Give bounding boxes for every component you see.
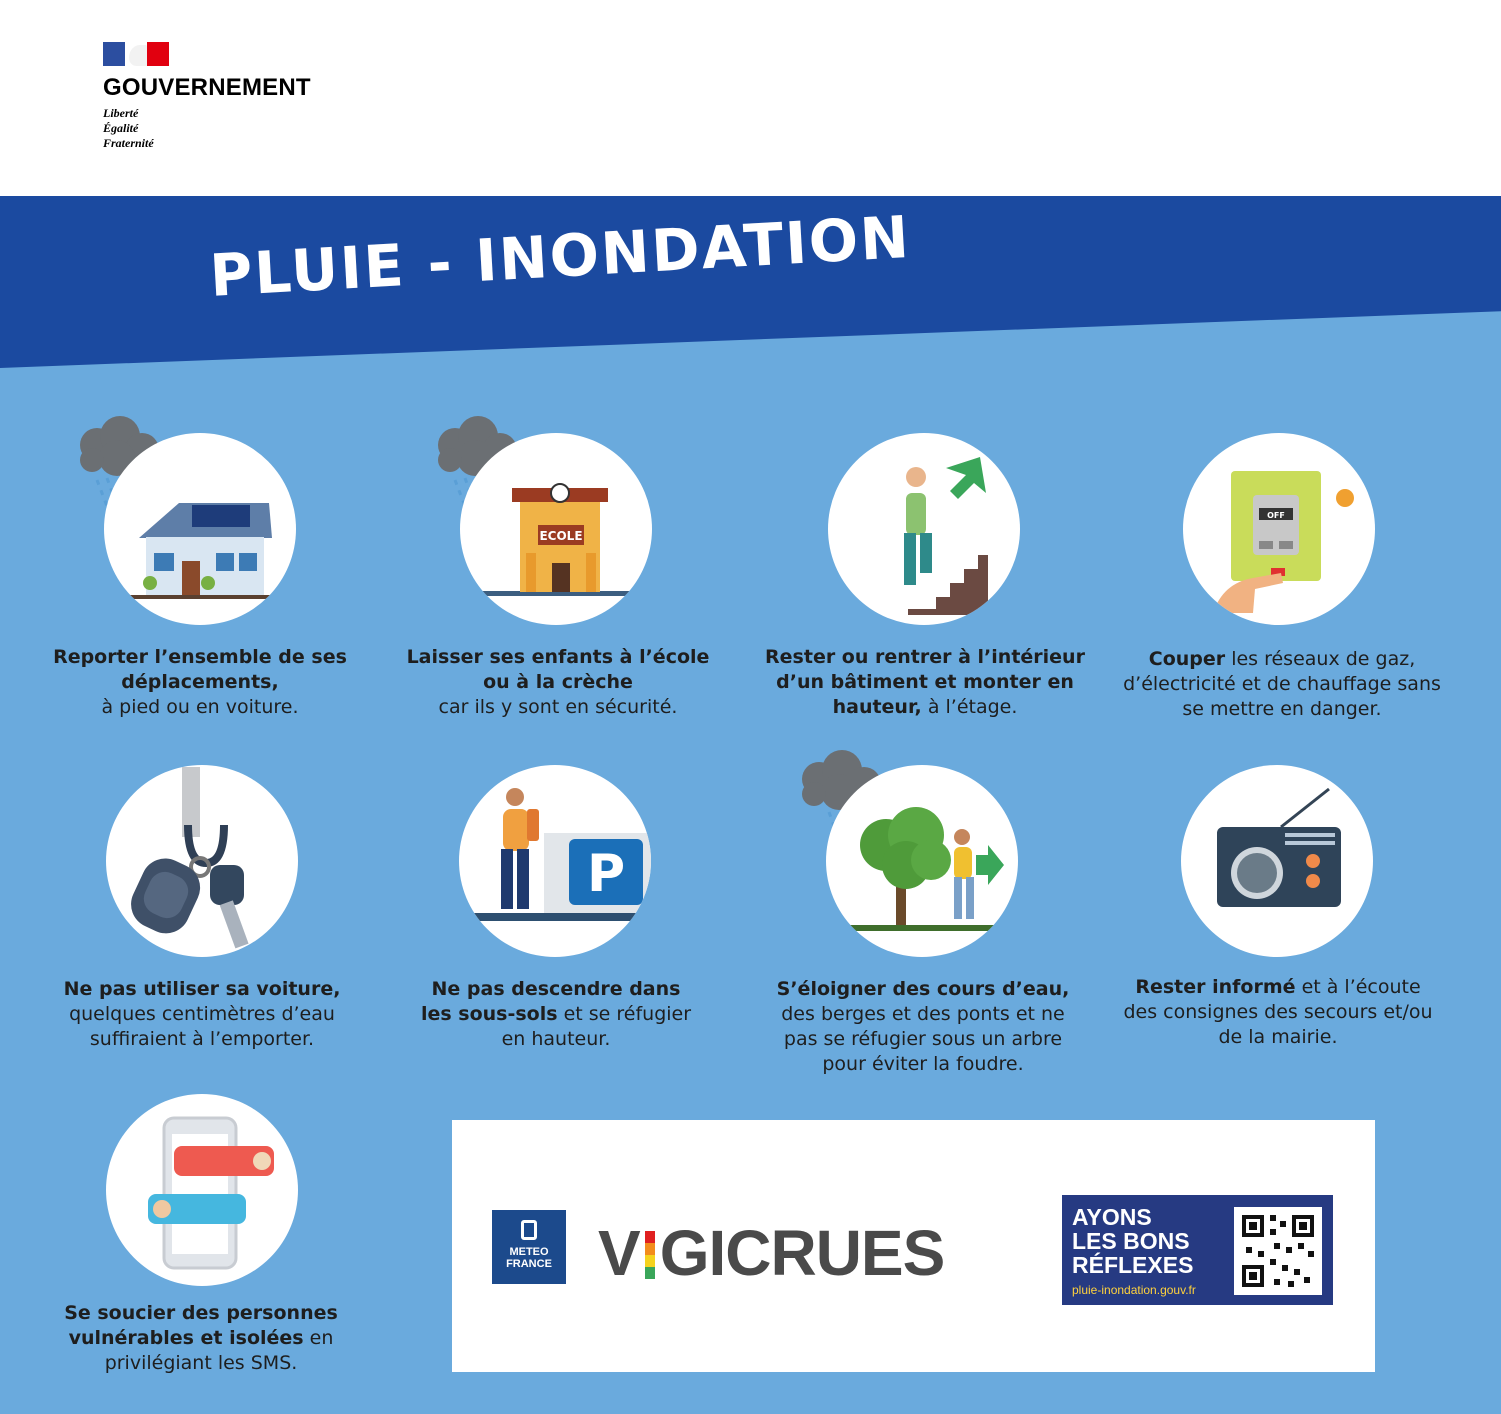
meteo-line: FRANCE	[506, 1258, 552, 1270]
advice-circle	[106, 1094, 298, 1286]
caption-bold: S’éloigner des cours d’eau,	[776, 978, 1070, 1000]
parking-icon	[459, 765, 651, 957]
advice-circle	[460, 433, 652, 625]
advice-caption	[1122, 647, 1442, 722]
power-switch-icon	[1183, 433, 1375, 625]
tree-lightning-icon	[826, 765, 1018, 957]
marianne-flag-icon	[103, 42, 169, 66]
caption-text: des berges et des ponts et ne pas se réfugier sous un arbre pour éviter la foudre.	[781, 1003, 1065, 1075]
advice-circle	[826, 765, 1018, 957]
partners-box	[452, 1120, 1375, 1372]
caption-text: à pied ou en voiture.	[101, 696, 299, 718]
caption-bold: Rester informé	[1135, 976, 1296, 998]
caption-bold: Laisser ses enfants à l’école ou à la crèche	[406, 646, 710, 693]
motto-line: Égalité	[103, 121, 139, 135]
reflex-url: pluie-inondation.gouv.fr	[1072, 1283, 1196, 1297]
switch-label: OFF	[1267, 511, 1285, 520]
caption-bold: Couper	[1148, 648, 1226, 670]
bons-reflexes-box	[1062, 1195, 1333, 1305]
motto	[103, 106, 343, 151]
advice-circle	[104, 433, 296, 625]
reflex-line: RÉFLEXES	[1072, 1252, 1194, 1278]
advice-caption	[50, 1301, 352, 1376]
advice-caption	[52, 977, 352, 1052]
advice-caption	[1116, 975, 1440, 1050]
page-title: PLUIE - INONDATION	[208, 202, 913, 310]
caption-text: les réseaux de gaz, d’électricité et de chauffage sans se mettre en danger.	[1123, 648, 1441, 720]
motto-line: Liberté	[103, 106, 139, 120]
vigicrues-suffix: GICRUES	[659, 1217, 945, 1289]
reflex-line: LES BONS	[1072, 1228, 1190, 1254]
vigilance-levels-icon	[642, 1231, 658, 1279]
vigicrues-logo	[598, 1216, 944, 1290]
advice-circle	[459, 765, 651, 957]
caption-text: quelques centimètres d’eau suffiraient à l’emporter.	[69, 1003, 335, 1050]
meteo-france-logo	[492, 1210, 566, 1284]
house-rain-icon	[104, 433, 296, 625]
caption-text: car ils y sont en sécurité.	[438, 696, 678, 718]
reflex-line: AYONS	[1072, 1204, 1152, 1230]
advice-caption	[770, 977, 1076, 1077]
caption-text: à l’étage.	[927, 696, 1018, 718]
meteo-line: METEO	[509, 1246, 549, 1258]
advice-circle	[1181, 765, 1373, 957]
caption-text: en privilégiant les SMS.	[104, 1327, 334, 1374]
radio-icon	[1181, 765, 1373, 957]
advice-caption	[420, 977, 692, 1052]
caption-bold: Reporter l’ensemble de ses déplacements,	[53, 646, 347, 693]
advice-circle	[828, 433, 1020, 625]
school-label: ECOLE	[539, 529, 583, 543]
car-keys-icon	[106, 765, 298, 957]
caption-text: et à l’écoute des consignes des secours et/ou de la mairie.	[1123, 976, 1433, 1048]
caption-bold: Se soucier des personnes vulnérables et isolées	[64, 1302, 338, 1349]
advice-caption	[50, 645, 350, 720]
caption-bold: Ne pas utiliser sa voiture,	[63, 978, 341, 1000]
advice-caption	[402, 645, 714, 720]
advice-circle	[1183, 433, 1375, 625]
qr-code-icon	[1234, 1207, 1322, 1295]
stairs-up-icon	[828, 433, 1020, 625]
reflex-lines	[1072, 1205, 1193, 1277]
parking-label: P	[586, 844, 626, 904]
caption-text: et se réfugier en hauteur.	[501, 1003, 692, 1050]
vigicrues-prefix: V	[598, 1217, 640, 1289]
advice-caption	[760, 645, 1090, 720]
government-name: GOUVERNEMENT	[103, 74, 311, 101]
motto-line: Fraternité	[103, 136, 154, 150]
caption-bold: Rester ou rentrer à l’intérieur d’un bâtiment et monter en hauteur,	[765, 646, 1085, 718]
caption-bold: Ne pas descendre dans les sous-sols	[420, 978, 681, 1025]
phone-sms-icon	[106, 1094, 298, 1286]
government-logo	[103, 42, 343, 162]
advice-circle	[106, 765, 298, 957]
school-icon	[460, 433, 652, 625]
